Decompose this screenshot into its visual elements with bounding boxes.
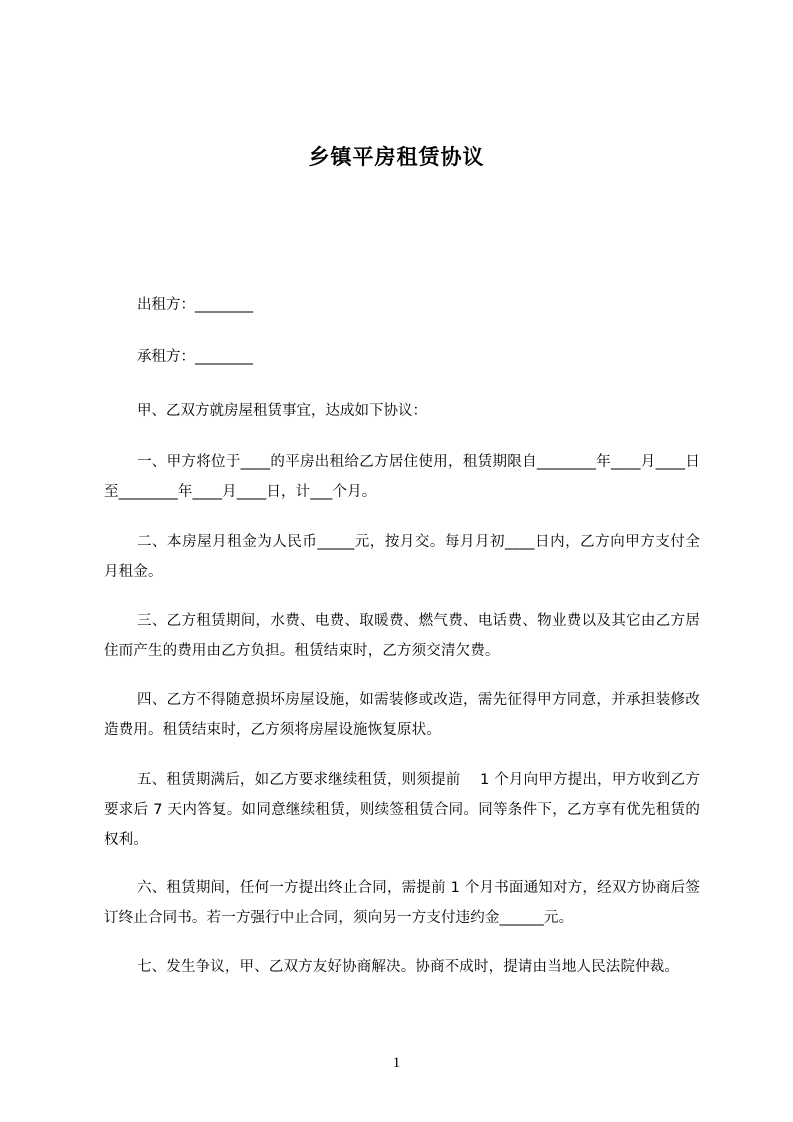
clause-5: 五、租赁期满后，如乙方要求继续租赁，则须提前 1 个月向甲方提出，甲方收到乙方要求后 7 天内答复。如同意继续租赁，则续签租赁合同。同等条件下，乙方享有优先租赁的权利。 bbox=[104, 772, 700, 848]
intro-line: 甲、乙双方就房屋租赁事宜，达成如下协议： bbox=[137, 403, 427, 419]
lessee-line: 承租方：________ bbox=[137, 349, 253, 365]
page-number: 1 bbox=[392, 1055, 401, 1071]
clause-3: 三、乙方租赁期间，水费、电费、取暖费、燃气费、电话费、物业费以及其它由乙方居住而产生的费用由乙方负担。租赁结束时，乙方须交清欠费。 bbox=[104, 613, 700, 659]
lessor-line: 出租方：________ bbox=[137, 297, 253, 313]
clause-7: 七、发生争议，甲、乙双方友好协商解决。协商不成时，提请由当地人民法院仲裁。 bbox=[137, 959, 680, 975]
clause-2: 二、本房屋月租金为人民币_____元，按月交。每月月初____日内，乙方向甲方支付全月租金。 bbox=[104, 534, 700, 580]
clause-6: 六、租赁期间，任何一方提出终止合同，需提前 1 个月书面通知对方，经双方协商后签订终止合同书。若一方强行中止合同，须向另一方支付违约金______元。 bbox=[104, 880, 700, 926]
clause-4: 四、乙方不得随意损坏房屋设施，如需装修或改造，需先征得甲方同意，并承担装修改造费用。租赁结束时，乙方须将房屋设施恢复原状。 bbox=[104, 692, 700, 738]
clause-1: 一、甲方将位于____的平房出租给乙方居住使用，租赁期限自________年____月____日至________年____月____日，计___个月。 bbox=[104, 454, 700, 500]
document-title: 乡镇平房租赁协议 bbox=[308, 145, 485, 169]
